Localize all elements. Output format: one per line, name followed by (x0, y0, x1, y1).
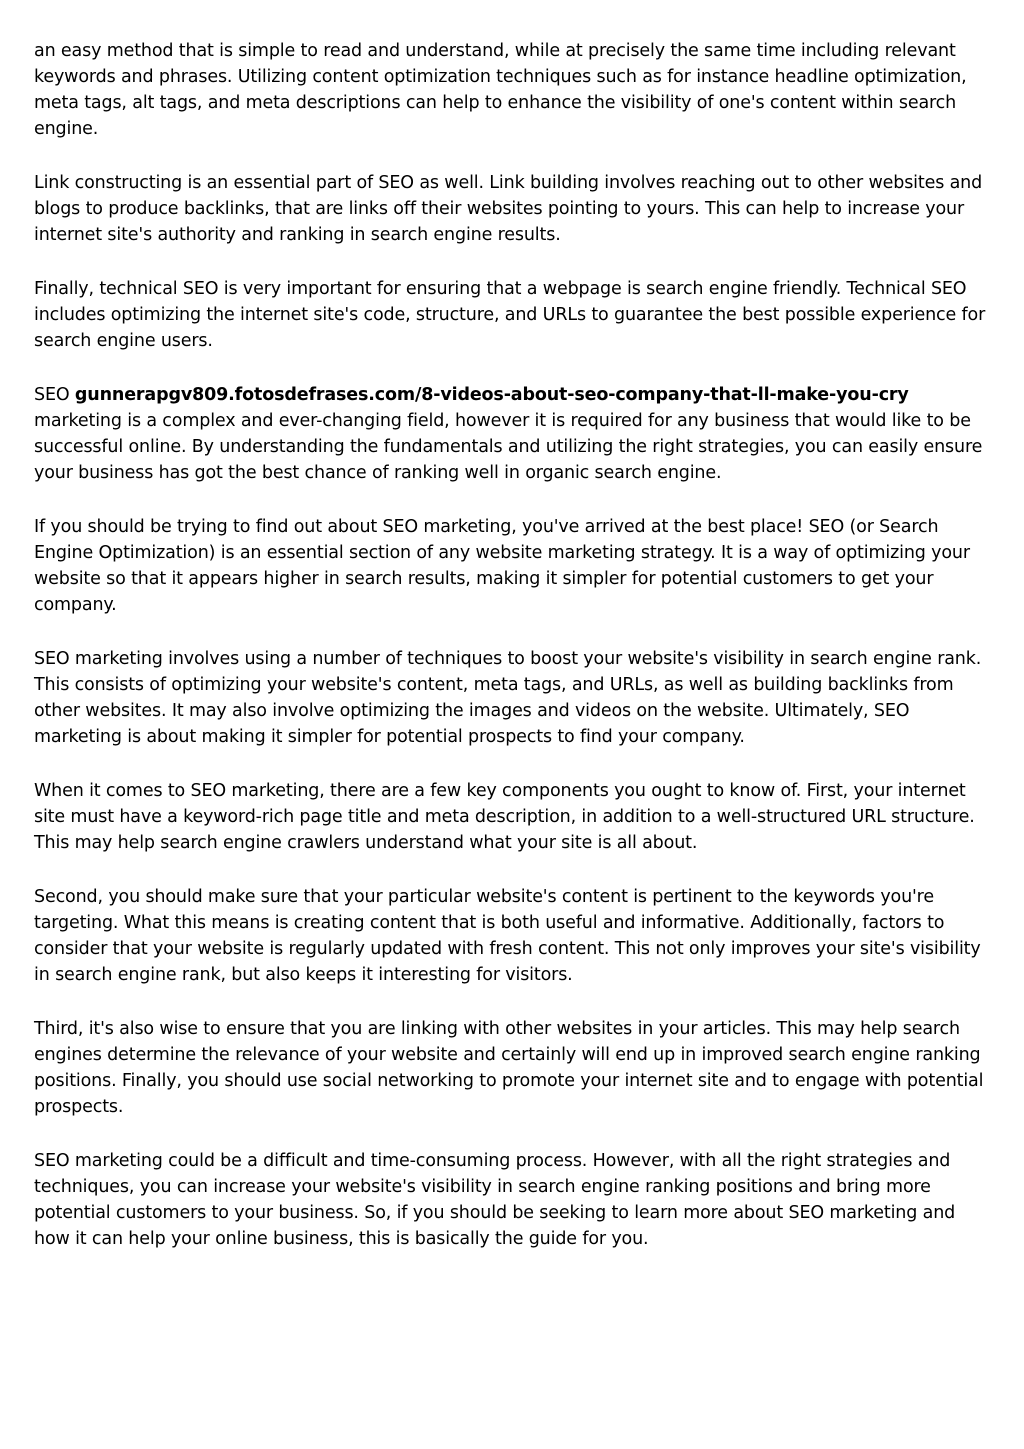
paragraph-prefix: SEO (34, 385, 75, 405)
paragraph-conclusion: SEO marketing could be a difficult and time-consuming process. However, with all the right strategies and techniques, you can increase your website's visibility in search engine ranking positions and bring more potential customers to your business. So, if you should be seeking to learn more about SEO marketing and how it can help your online business, this is basically the guide for you. (34, 1151, 956, 1249)
document-body (34, 38, 994, 1280)
bold-url-link[interactable]: gunnerapgv809.fotosdefrases.com/8-videos-about-seo-company-that-ll-make-you-cry (74, 385, 909, 405)
paragraph-link-building: Link constructing is an essential part of SEO as well. Link building involves reaching out to other websites and blogs to produce backlinks, that are links off their websites pointing to yours. This can help to increase your internet site's authority and ranking in search engine results. (34, 173, 983, 245)
paragraph-content-optimization: an easy method that is simple to read and understand, while at precisely the same time including relevant keywords and phrases. Utilizing content optimization techniques such as for instance headline optimization, meta tags, alt tags, and meta descriptions can help to enhance the visibility of one's content within search engine. (34, 41, 967, 139)
paragraph-seo-linked (34, 382, 994, 486)
paragraph-content-relevance: Second, you should make sure that your particular website's content is pertinent to the keywords you're targeting. What this means is creating content that is both useful and informative. Additionally, factors to consider that your website is regularly updated with fresh content. This not only improves your site's visibility in search engine rank, but also keeps it interesting for visitors. (34, 887, 981, 985)
paragraph-technical-seo: Finally, technical SEO is very important for ensuring that a webpage is search engine friendly. Technical SEO includes optimizing the internet site's code, structure, and URLs to guarantee the best possible experience for search engine users. (34, 279, 986, 351)
paragraph-key-components: When it comes to SEO marketing, there are a few key components you ought to know of. First, your internet site must have a keyword-rich page title and meta description, in addition to a well-structured URL structure. This may help search engine crawlers understand what your site is all about. (34, 781, 975, 853)
paragraph-seo-techniques: SEO marketing involves using a number of techniques to boost your website's visibility in search engine rank. This consists of optimizing your website's content, meta tags, and URLs, as well as building backlinks from other websites. It may also involve optimizing the images and videos on the website. Ultimately, SEO marketing is about making it simpler for potential prospects to find your company. (34, 649, 982, 747)
paragraph-linking: Third, it's also wise to ensure that you are linking with other websites in your articles. This may help search engines determine the relevance of your website and certainly will end up in improved search engine ranking positions. Finally, you should use social networking to promote your internet site and to engage with potential prospects. (34, 1019, 984, 1117)
paragraph-intro-seo: If you should be trying to find out about SEO marketing, you've arrived at the best place! SEO (or Search Engine Optimization) is an essential section of any website marketing strategy. It is a way of optimizing your website so that it appears higher in search results, making it simpler for potential customers to get your company. (34, 517, 970, 615)
paragraph-suffix: marketing is a complex and ever-changing field, however it is required for any business that would like to be successful online. By understanding the fundamentals and utilizing the right strategies, you can easily ensure your business has got the best chance of ranking well in organic search engine. (34, 411, 983, 483)
